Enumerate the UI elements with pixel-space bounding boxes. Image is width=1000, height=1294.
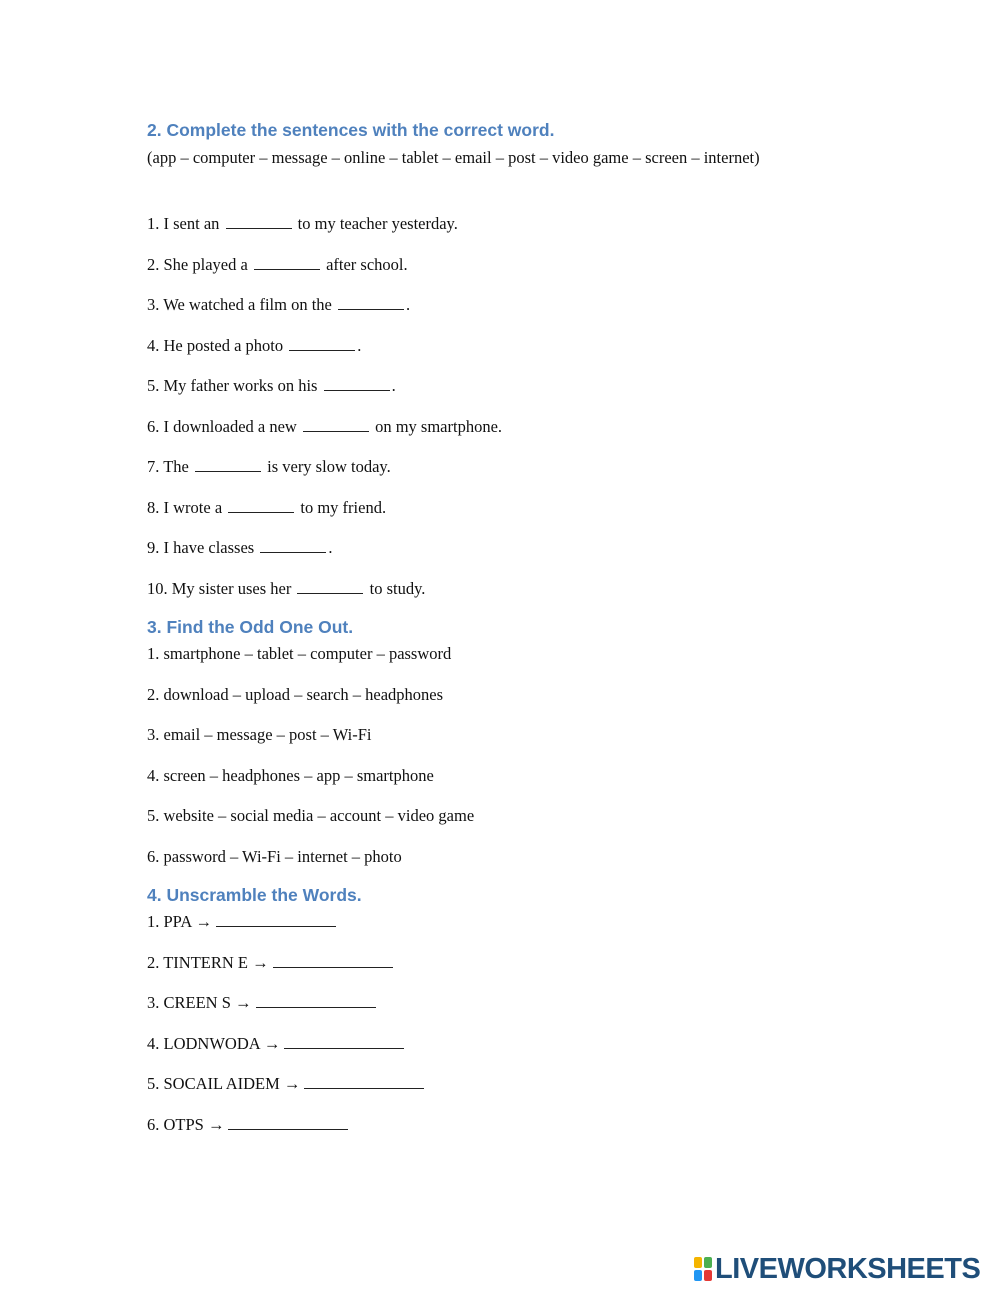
unscramble-item <box>147 1072 907 1096</box>
answer-blank[interactable] <box>228 496 294 513</box>
section4-list <box>147 910 907 1137</box>
logo-icon <box>693 1256 713 1282</box>
answer-blank[interactable] <box>338 293 404 310</box>
sentence-text: 1. I sent an <box>147 214 220 233</box>
answer-blank[interactable] <box>304 1072 424 1089</box>
section2-title: 2. Complete the sentences with the correct word. <box>147 120 555 140</box>
sentence-item <box>147 496 907 520</box>
unscramble-item <box>147 910 907 934</box>
unscramble-item <box>147 951 907 975</box>
scrambled-word: 4. LODNWODA → <box>147 1033 281 1053</box>
scrambled-word: 2. TINTERN E → <box>147 952 269 972</box>
answer-blank[interactable] <box>273 951 393 968</box>
answer-blank[interactable] <box>226 212 292 229</box>
odd-one-out-item: 1. smartphone – tablet – computer – password <box>147 644 452 663</box>
sentence-text: 2. She played a <box>147 254 248 274</box>
sentence-text: to study. <box>369 578 426 598</box>
sentence-item <box>147 212 907 236</box>
sentence-item <box>147 293 907 317</box>
logo-square <box>704 1270 712 1281</box>
sentence-text: 10. My sister uses her <box>147 578 292 598</box>
sentence-text: 3. We watched a film on the <box>147 295 332 314</box>
answer-blank[interactable] <box>303 415 369 432</box>
odd-one-out-item: 6. password – Wi-Fi – internet – photo <box>147 846 402 866</box>
answer-blank[interactable] <box>260 536 326 553</box>
sentence-text: 6. I downloaded a new <box>147 416 297 436</box>
answer-blank[interactable] <box>256 991 376 1008</box>
answer-blank[interactable] <box>297 577 363 594</box>
section2-list <box>147 212 907 601</box>
worksheet-page <box>147 118 907 1153</box>
answer-blank[interactable] <box>289 334 355 351</box>
answer-blank[interactable] <box>228 1113 348 1130</box>
sentence-text: . <box>328 538 333 557</box>
sentence-text: to my teacher yesterday. <box>297 214 458 233</box>
answer-blank[interactable] <box>216 910 336 927</box>
sentence-item <box>147 577 907 601</box>
unscramble-item <box>147 991 907 1015</box>
logo-square <box>704 1257 712 1268</box>
odd-one-out-item: 2. download – upload – search – headphones <box>147 684 444 704</box>
sentence-item <box>147 253 907 277</box>
sentence-text: 5. My father works on his <box>147 376 318 395</box>
odd-one-out-item: 5. website – social media – account – video game <box>147 806 475 825</box>
unscramble-item <box>147 1113 907 1137</box>
sentence-text: . <box>391 376 396 395</box>
sentence-text: 4. He posted a photo <box>147 335 284 355</box>
sentence-item <box>147 536 907 560</box>
answer-blank[interactable] <box>284 1032 404 1049</box>
sentence-text: is very slow today. <box>267 457 391 476</box>
sentence-text: 9. I have classes <box>147 538 255 557</box>
sentence-text: . <box>357 335 362 355</box>
sentence-text: 8. I wrote a <box>147 497 223 517</box>
section3-title: 3. Find the Odd One Out. <box>147 617 354 637</box>
scrambled-word: 1. PPA → <box>147 912 212 931</box>
liveworksheets-logo <box>693 1254 980 1284</box>
sentence-text: on my smartphone. <box>375 416 503 436</box>
logo-square <box>694 1270 702 1281</box>
sentence-item <box>147 334 907 358</box>
sentence-item <box>147 455 907 479</box>
sentence-text: . <box>405 295 411 314</box>
sentence-text: to my friend. <box>300 497 387 517</box>
answer-blank[interactable] <box>324 374 390 391</box>
section4-title: 4. Unscramble the Words. <box>147 885 362 905</box>
odd-one-out-item: 4. screen – headphones – app – smartphone <box>147 765 434 785</box>
logo-square <box>694 1257 702 1268</box>
sentence-text: 7. The <box>147 457 189 476</box>
scrambled-word: 3. CREEN S → <box>147 993 252 1012</box>
answer-blank[interactable] <box>195 455 261 472</box>
sentence-item <box>147 415 907 439</box>
sentence-item <box>147 374 907 398</box>
answer-blank[interactable] <box>254 253 320 270</box>
section3-list <box>147 642 907 869</box>
sentence-text: after school. <box>326 254 408 274</box>
brand-name: LIVEWORKSHEETS <box>715 1252 981 1285</box>
scrambled-word: 5. SOCAIL AIDEM → <box>147 1074 301 1093</box>
word-bank: (app – computer – message – online – tablet – email – post – video game – screen – internet) <box>147 148 760 167</box>
scrambled-word: 6. OTPS → <box>147 1114 225 1134</box>
unscramble-item <box>147 1032 907 1056</box>
odd-one-out-item: 3. email – message – post – Wi-Fi <box>147 725 372 744</box>
